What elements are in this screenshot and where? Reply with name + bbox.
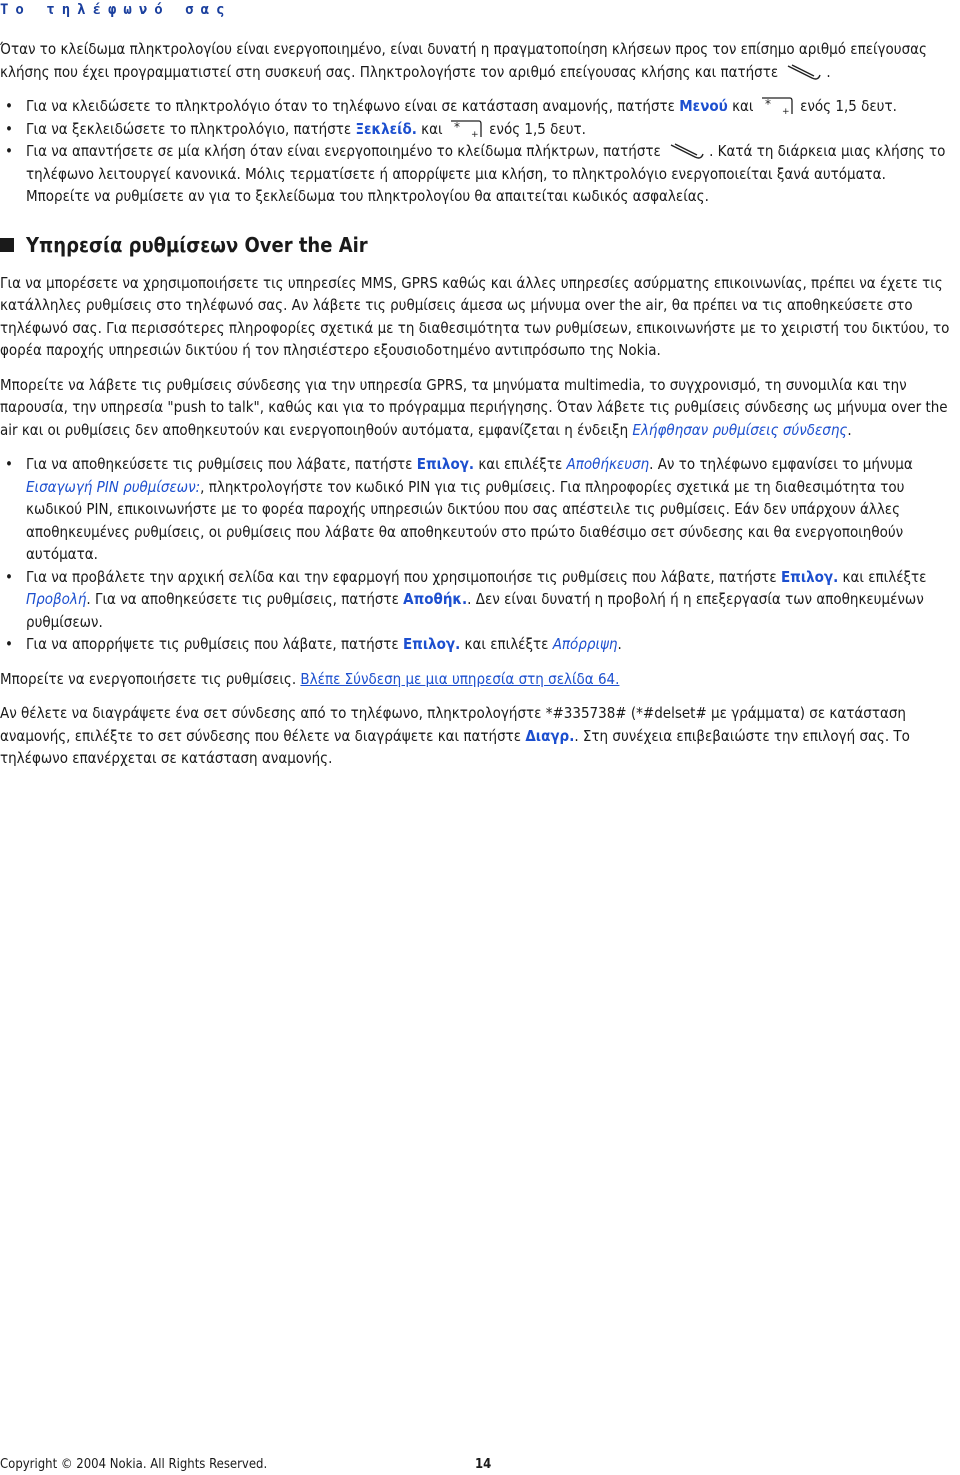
settings-actions-list <box>0 453 952 656</box>
page-number: 14 <box>475 1457 492 1472</box>
save-option: Αποθήκευση <box>566 455 650 473</box>
unlock-softkey: Ξεκλείδ. <box>355 119 417 138</box>
paragraph-settings-intro: Για να μπορέσετε να χρησιμοποιήσετε τις υπηρεσίες MMS, GPRS καθώς και άλλες υπηρεσίες ασύρματης επικοινωνίας, πρέπει να έχετε τις κατάλληλες ρυθμίσεις στο τηλέφωνό σας. Αν λάβετε τις ρυθμίσεις άμεσα ως μήνυμα over the air, θα πρέπει να τις αποθηκεύσετε στο τηλέφωνό σας. Για περισσότερες πληροφορίες σχετικά με τη διαθεσιμότητα των ρυθμίσεων, επικοινωνήστε με το χειριστή του δικτύου, το φορέα παροχής υπηρεσιών δικτύου ή τον πλησιέστερο εξουσιοδοτημένο αντιπρόσωπο της Nokia. <box>0 273 950 359</box>
paragraph-delete-set: Αν θέλετε να διαγράψετε ένα σετ σύνδεσης από το τηλέφωνο, πληκτρολογήστε *#335738# (*#delset# με γράμματα) σε κατάσταση αναμονής, επιλέξτε το σετ σύνδεσης που θέλετε να διαγράψετε και πατήστε Διαγρ.. Στη συνέχεια επιβεβαιώστε την επιλογή σας. Το τηλέφωνο επανέρχεται σε κατάσταση αναμονής. <box>0 704 910 767</box>
copyright-footer: Copyright © 2004 Nokia. All Rights Reserved. <box>0 1457 268 1472</box>
pin-prompt: Εισαγωγή PIN ρυθμίσεων: <box>26 477 201 496</box>
options-softkey: Επιλογ. <box>416 455 475 473</box>
svg-text:+: + <box>781 107 790 117</box>
cross-reference-link[interactable]: Βλέπε Σύνδεση με μια υπηρεσία στη σελίδα 64. <box>300 669 620 688</box>
view-option: Προβολή <box>26 590 87 608</box>
delete-softkey: Διαγρ. <box>525 726 575 745</box>
section-heading: Υπηρεσία ρυθμίσεων Over the Air <box>0 232 952 258</box>
options-softkey: Επιλογ. <box>780 567 839 586</box>
list-item: • Για να απαντήσετε σε μία κλήση όταν είναι ενεργοποιημένο το κλείδωμα πλήκτρων, πατήστε . Κατά τη διάρκεια μιας κλήσης το τηλέφωνο λειτουργεί κανονικά. Μόλις τερματίσετε ή απορρίψετε μια κλήση, το πληκτρολόγιο ενεργοποιείται ξανά αυτόματα. Μπορείτε να ρυθμίσετε αν για το ξεκλείδωμα του πληκτρολογίου θα απαιτείται κωδικός ασφαλείας. <box>0 140 952 208</box>
list-item: • Για να προβάλετε την αρχική σελίδα και την εφαρμογή που χρησιμοποιήσε τις ρυθμίσεις που λάβατε, πατήστε Επιλογ. και επιλέξτε Προβολή. Για να αποθηκεύσετε τις ρυθμίσεις, πατήστε Αποθήκ.. Δεν είναι δυνατή η προβολή ή η επεξεργασία των αποθηκευμένων ρυθμίσεων. <box>0 566 952 634</box>
paragraph-activate: Μπορείτε να ενεργοποιήσετε τις ρυθμίσεις. Βλέπε Σύνδεση με μια υπηρεσία στη σελίδα 64. <box>0 669 620 688</box>
received-settings-note: Ελήφθησαν ρυθμίσεις σύνδεσης <box>632 420 848 439</box>
paragraph-connection-settings: Μπορείτε να λάβετε τις ρυθμίσεις σύνδεσης για την υπηρεσία GPRS, τα μηνύματα multimedia, το συγχρονισμό, τη συνομιλία και την παρουσία, την υπηρεσία "push to talk", καθώς και για το πρόγραμμα περιήγησης. Όταν λάβετε τις ρυθμίσεις σύνδεσης ως μήνυμα over the air και οι ρυθμίσεις δεν αποθηκευτούν και ενεργοποιηθούν αυτόματα, εμφανίζεται η ένδειξη Ελήφθησαν ρυθμίσεις σύνδεσης. <box>0 375 948 439</box>
svg-text:*: * <box>453 119 460 134</box>
list-item: • Για να αποθηκεύσετε τις ρυθμίσεις που λάβατε, πατήστε Επιλογ. και επιλέξτε Αποθήκευση. Αν το τηλέφωνο εμφανίσει το μήνυμα Εισαγωγή PIN ρυθμίσεων:, πληκτρολογήστε τον κωδικό PIN για τις ρυθμίσεις. Για πληροφορίες σχετικά με τη διαθεσιμότητα του κωδικού PIN, επικοινωνήστε με το φορέα παροχής υπηρεσιών δικτύου που σας απέστειλε τις ρυθμίσεις. Εάν δεν υπάρχουν άλλες αποθηκευμένες ρυθμίσεις, οι ρυθμίσεις που λάβατε θα αποθηκευτούν στο πρώτο διαθέσιμο σετ σύνδεσης και θα ενεργοποιηθούν αυτόματα. <box>0 453 952 566</box>
menu-softkey: Μενού <box>679 97 728 115</box>
page-content <box>0 38 952 782</box>
star-key-icon <box>760 95 794 117</box>
intro-paragraph: Όταν το κλείδωμα πληκτρολογίου είναι ενεργοποιημένο, είναι δυνατή η πραγματοποίηση κλήσεων προς τον επίσημο αριθμό επείγουσας κλήσης που έχει προγραμματιστεί στη συσκευή σας. Πληκτρολογήστε τον αριθμό επείγουσας κλήσης και πατήστε . <box>0 40 927 81</box>
end-call-key-icon <box>784 63 824 83</box>
list-item: • Για να κλειδώσετε το πληκτρολόγιο όταν το τηλέφωνο είναι σε κατάσταση αναμονής, πατήστε Μενού και * + ενός 1,5 δευτ. <box>0 95 952 118</box>
list-item: • Για να απορρήψετε τις ρυθμίσεις που λάβατε, πατήστε Επιλογ. και επιλέξτε Απόρριψη. <box>0 633 952 656</box>
list-item: • Για να ξεκλειδώσετε το πληκτρολόγιο, πατήστε Ξεκλείδ. και * + ενός 1,5 δευτ. <box>0 118 952 141</box>
star-key-icon <box>449 118 483 140</box>
keylock-list <box>0 95 952 208</box>
save-softkey: Αποθήκ. <box>403 590 468 608</box>
end-call-key-icon <box>667 142 707 162</box>
options-softkey: Επιλογ. <box>402 635 461 653</box>
heading-square-icon <box>0 238 14 252</box>
running-header: Το τηλέφωνό σας <box>0 2 232 18</box>
svg-text:+: + <box>470 129 479 140</box>
svg-text:*: * <box>764 97 771 111</box>
reject-option: Απόρριψη <box>552 635 618 653</box>
